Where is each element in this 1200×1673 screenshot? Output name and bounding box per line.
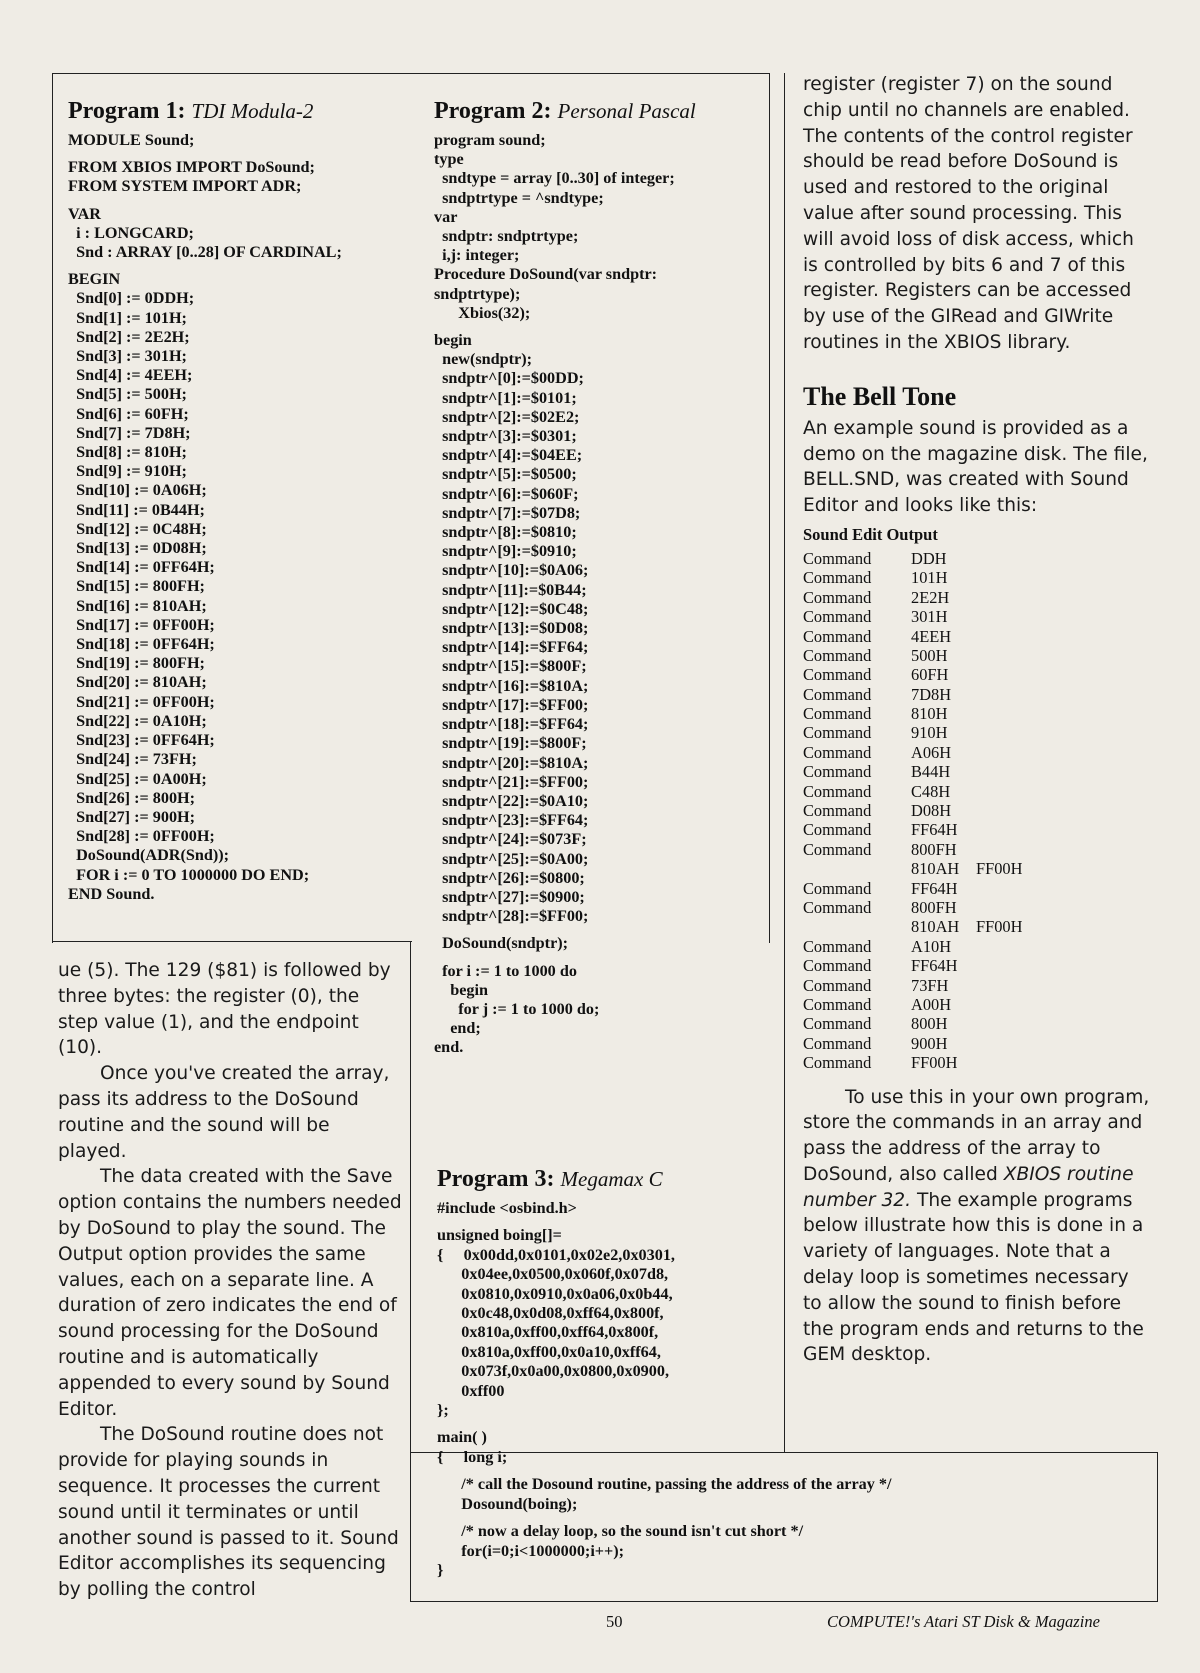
sound-edit-output-title: Sound Edit Output	[803, 524, 938, 544]
code-line: Snd[20] := 810AH;	[68, 673, 207, 692]
sound-edit-extra: FF00H	[976, 859, 1023, 879]
left-paragraph-2: Once you've created the array, pass its address to the DoSound routine and the sound will be played.	[58, 1063, 390, 1162]
code-line: 0x0810,0x0910,0x0a06,0x0b44,	[437, 1284, 673, 1303]
code-line: Snd[27] := 900H;	[68, 807, 196, 826]
closing-paragraph	[803, 1085, 1153, 1369]
program1-title	[68, 98, 398, 125]
sound-edit-row	[803, 588, 1153, 607]
sound-edit-command: Command	[803, 878, 872, 898]
sound-edit-row	[803, 1034, 1153, 1053]
code-line: Snd[25] := 0A00H;	[68, 769, 207, 788]
sound-edit-value: 301H	[911, 607, 948, 627]
sound-edit-row	[803, 956, 1153, 975]
code-line: sndptr^[7]:=$07D8;	[434, 503, 581, 522]
code-line: Snd[14] := 0FF64H;	[68, 558, 215, 577]
sound-edit-row	[803, 995, 1153, 1014]
bell-tone-heading: The Bell Tone	[803, 381, 957, 411]
code-line: sndptr^[10]:=$0A06;	[434, 561, 589, 580]
code-line: 0xff00	[437, 1381, 505, 1400]
code-line: end;	[434, 1019, 481, 1038]
left-paragraph-3: The data created with the Save option contains the numbers needed by DoSound to play the sound. The Output option provides the same values, each on a separate line. A duration of zero indicates the end of sound processing for the DoSound routine and is automatically appended to every sound by Sound Editor.	[58, 1166, 402, 1420]
code-line: /* call the Dosound routine, passing the address of the array */	[437, 1475, 892, 1494]
sound-edit-command: Command	[803, 936, 872, 956]
sound-edit-value: FF64H	[911, 956, 958, 976]
code-line: Snd[12] := 0C48H;	[68, 519, 207, 538]
code-line: for i := 1 to 1000 do	[434, 961, 577, 980]
sound-edit-command: Command	[803, 897, 872, 917]
code-line: new(sndptr);	[434, 350, 533, 369]
sound-edit-value: B44H	[911, 762, 951, 782]
code-line: Snd[9] := 910H;	[68, 462, 187, 481]
code-line: sndptr^[2]:=$02E2;	[434, 407, 580, 426]
code-line	[437, 1420, 1157, 1428]
code-line: Snd[3] := 301H;	[68, 347, 187, 366]
sound-edit-command: Command	[803, 839, 872, 859]
sound-edit-command: Command	[803, 568, 872, 588]
code-line: Snd[0] := 0DDH;	[68, 289, 195, 308]
sound-edit-row	[803, 627, 1153, 646]
code-line: sndptr^[21]:=$FF00;	[434, 772, 589, 791]
code-line: program sound;	[434, 131, 546, 149]
code-line: sndptr^[18]:=$FF64;	[434, 715, 589, 734]
program2-code	[434, 131, 774, 1058]
code-line: #include <osbind.h>	[437, 1199, 577, 1217]
code-line: VAR	[68, 204, 101, 223]
code-line: sndptr^[24]:=$073F;	[434, 830, 587, 849]
code-line: begin	[434, 980, 488, 999]
sound-edit-value: C48H	[911, 781, 951, 801]
sound-edit-value: A10H	[911, 936, 952, 956]
code-line: Snd[4] := 4EEH;	[68, 366, 193, 385]
sound-edit-value: 60FH	[911, 665, 949, 685]
code-line: sndptr^[1]:=$0101;	[434, 388, 577, 407]
sound-edit-row	[803, 685, 1153, 704]
code-line: sndptr^[27]:=$0900;	[434, 887, 585, 906]
sound-edit-value: 7D8H	[911, 684, 952, 704]
code-line: sndptr^[14]:=$FF64;	[434, 638, 589, 657]
sound-edit-row	[803, 568, 1153, 587]
code-line: main( )	[437, 1428, 487, 1447]
right-column	[803, 72, 1153, 1368]
code-line: Snd[15] := 800FH;	[68, 577, 205, 596]
program2-title-label: Program 2:	[434, 98, 552, 124]
sound-edit-row	[803, 1053, 1153, 1072]
code-line	[434, 954, 774, 962]
code-line: sndptr^[17]:=$FF00;	[434, 695, 589, 714]
code-line: Snd[24] := 73FH;	[68, 750, 197, 769]
code-line: i,j: integer;	[434, 246, 520, 265]
code-line: Snd[10] := 0A06H;	[68, 481, 207, 500]
right-intro-paragraph: register (register 7) on the sound chip until no channels are enabled. The contents of the control register should be read before DoSound is used and restored to the original value after sound processing. This will avoid loss of disk access, which is controlled by bits 6 and 7 of this register. Registers can be accessed by use of the GIRead and GIWrite routines in the XBIOS library.	[803, 74, 1134, 353]
code-line: type	[434, 150, 464, 169]
code-line: Snd[17] := 0FF00H;	[68, 615, 215, 634]
sound-edit-value: 800FH	[911, 839, 957, 859]
code-line: Snd[11] := 0B44H;	[68, 500, 205, 519]
program1-language: TDI Modula-2	[191, 99, 314, 123]
closing-text-italic: XBIOS routine number 32.	[803, 1163, 1134, 1211]
code-line: MODULE Sound;	[68, 131, 195, 149]
listing-box-bottom-edge	[52, 941, 412, 942]
page-number: 50	[606, 1612, 623, 1631]
code-line: sndptr^[9]:=$0910;	[434, 542, 577, 561]
sound-edit-command: Command	[803, 626, 872, 646]
sound-edit-value: D08H	[911, 801, 952, 821]
sound-edit-row	[803, 549, 1153, 568]
sound-edit-value: 2E2H	[911, 587, 950, 607]
code-line: begin	[434, 331, 472, 350]
sound-edit-extra: FF00H	[976, 917, 1023, 937]
code-line: Snd[1] := 101H;	[68, 308, 187, 327]
sound-edit-row	[803, 704, 1153, 723]
sound-edit-value: 910H	[911, 723, 948, 743]
code-line: Snd[8] := 810H;	[68, 443, 187, 462]
code-line: sndptr^[8]:=$0810;	[434, 523, 577, 542]
sound-edit-command: Command	[803, 975, 872, 995]
sound-edit-command: Command	[803, 587, 872, 607]
code-line: DoSound(sndptr);	[434, 934, 569, 953]
code-line: Snd[5] := 500H;	[68, 385, 187, 404]
sound-edit-row	[803, 762, 1153, 781]
code-line: { long i;	[437, 1447, 508, 1466]
code-line: 0x810a,0xff00,0xff64,0x800f,	[437, 1323, 659, 1342]
code-line: sndptr^[19]:=$800F;	[434, 734, 587, 753]
left-column-text	[58, 958, 403, 1603]
code-line: unsigned boing[]=	[437, 1226, 562, 1245]
sound-edit-row	[803, 723, 1153, 742]
code-line: sndptr^[12]:=$0C48;	[434, 599, 589, 618]
sound-edit-value: A00H	[911, 994, 952, 1014]
sound-edit-command: Command	[803, 994, 872, 1014]
code-line: BEGIN	[68, 270, 121, 289]
program3-title-label: Program 3:	[437, 1166, 555, 1192]
program2-language: Personal Pascal	[557, 99, 696, 123]
code-line: sndptr^[6]:=$060F;	[434, 484, 579, 503]
code-line: Snd[7] := 7D8H;	[68, 423, 191, 442]
sound-edit-command: Command	[803, 762, 872, 782]
code-line: Snd[23] := 0FF64H;	[68, 731, 215, 750]
sound-edit-command: Command	[803, 665, 872, 685]
sound-edit-command: Command	[803, 801, 872, 821]
code-line	[437, 1467, 1157, 1475]
code-line: sndptr^[11]:=$0B44;	[434, 580, 587, 599]
code-line: sndptr^[26]:=$0800;	[434, 868, 585, 887]
code-line: end.	[434, 1038, 464, 1057]
code-line	[68, 262, 398, 270]
sound-edit-value: 800H	[911, 1014, 948, 1034]
code-line: sndptr^[3]:=$0301;	[434, 427, 577, 446]
code-line	[434, 323, 774, 331]
sound-edit-row	[803, 1014, 1153, 1033]
code-line: sndptr^[13]:=$0D08;	[434, 619, 589, 638]
code-line: sndptr^[22]:=$0A10;	[434, 791, 589, 810]
sound-edit-row	[803, 820, 1153, 839]
code-line: { 0x00dd,0x0101,0x02e2,0x0301,	[437, 1245, 675, 1264]
sound-edit-command: Command	[803, 723, 872, 743]
sound-edit-command: Command	[803, 1033, 872, 1053]
code-line: Snd[18] := 0FF64H;	[68, 635, 215, 654]
sound-edit-row	[803, 665, 1153, 684]
code-line: FOR i := 0 TO 1000000 DO END;	[68, 865, 310, 884]
sound-edit-row	[803, 782, 1153, 801]
sound-edit-value: 4EEH	[911, 626, 952, 646]
sound-edit-value: FF64H	[911, 820, 958, 840]
bell-tone-paragraph: An example sound is provided as a demo on the magazine disk. The file, BELL.SND, was created with Sound Editor and looks like this:	[803, 417, 1148, 517]
code-line: END Sound.	[68, 884, 155, 903]
sound-edit-command: Command	[803, 956, 872, 976]
code-line: i : LONGCARD;	[68, 223, 194, 242]
sound-edit-row	[803, 801, 1153, 820]
code-line: DoSound(ADR(Snd));	[68, 846, 230, 865]
sound-edit-value: 500H	[911, 645, 948, 665]
closing-text-before: To use this in your own program, store the commands in an array and pass the address of the array to DoSound, also called	[803, 1086, 1150, 1185]
code-line: Dosound(boing);	[437, 1494, 578, 1513]
left-paragraph-4: The DoSound routine does not provide for playing sounds in sequence. It processes the current sound until it terminates or until another sound is passed to it. Sound Editor accomplishes its sequencing by polling the control	[58, 1424, 399, 1601]
code-line	[437, 1514, 1157, 1522]
sound-edit-value: 900H	[911, 1033, 948, 1053]
code-line: Procedure DoSound(var sndptr:	[434, 265, 658, 284]
sound-edit-row	[803, 743, 1153, 762]
code-line: Snd[2] := 2E2H;	[68, 327, 190, 346]
code-line: sndptr: sndptrtype;	[434, 227, 579, 246]
program1-code	[68, 131, 398, 904]
code-line: var	[434, 207, 458, 226]
code-line: sndptrtype = ^sndtype;	[434, 188, 604, 207]
program1-listing	[68, 98, 398, 904]
closing-text-after: The example programs below illustrate how this is done in a variety of languages. Note that a delay loop is sometimes necessary to allow the sound to finish before the program ends and returns to the GEM desktop.	[803, 1189, 1144, 1366]
sound-edit-command: Command	[803, 548, 872, 568]
code-line: FROM SYSTEM IMPORT ADR;	[68, 177, 302, 196]
sound-edit-value: A06H	[911, 742, 952, 762]
left-paragraph-1: ue (5). The 129 ($81) is followed by three bytes: the register (0), the step value (1), and the endpoint (10).	[58, 960, 391, 1059]
code-line: sndptr^[16]:=$810A;	[434, 676, 589, 695]
sound-edit-row	[803, 859, 1153, 878]
sound-edit-command: Command	[803, 645, 872, 665]
code-line: for(i=0;i<1000000;i++);	[437, 1541, 625, 1560]
sound-edit-row	[803, 898, 1153, 917]
code-line: Snd[19] := 800FH;	[68, 654, 205, 673]
program2-listing	[434, 98, 774, 1058]
sound-edit-value: 810H	[911, 704, 948, 724]
sound-edit-row	[803, 646, 1153, 665]
code-line: Snd[26] := 800H;	[68, 788, 196, 807]
code-line	[68, 150, 398, 158]
sound-edit-value: 800FH	[911, 897, 957, 917]
sound-edit-command: Command	[803, 684, 872, 704]
code-line: for j := 1 to 1000 do;	[434, 999, 600, 1018]
sound-edit-row	[803, 976, 1153, 995]
code-line: sndptr^[20]:=$810A;	[434, 753, 589, 772]
sound-edit-row	[803, 607, 1153, 626]
sound-edit-row	[803, 840, 1153, 859]
program2-title	[434, 98, 774, 125]
code-line	[434, 926, 774, 934]
code-line: sndptr^[28]:=$FF00;	[434, 907, 589, 926]
magazine-name: COMPUTE!'s Atari ST Disk & Magazine	[827, 1612, 1100, 1631]
code-line: 0x810a,0xff00,0x0a10,0xff64,	[437, 1342, 661, 1361]
sound-edit-command: Command	[803, 742, 872, 762]
code-line: }	[437, 1560, 444, 1579]
sound-edit-command: Command	[803, 704, 872, 724]
code-line: 0x04ee,0x0500,0x060f,0x07d8,	[437, 1265, 669, 1284]
code-line: Snd[21] := 0FF00H;	[68, 692, 215, 711]
sound-edit-value: 810AH	[911, 859, 960, 879]
sound-edit-value: FF00H	[911, 1053, 958, 1073]
code-line: Snd : ARRAY [0..28] OF CARDINAL;	[68, 243, 342, 262]
sound-edit-value: DDH	[911, 548, 947, 568]
sound-edit-command: Command	[803, 820, 872, 840]
code-line: sndptr^[25]:=$0A00;	[434, 849, 589, 868]
sound-edit-row	[803, 937, 1153, 956]
sound-edit-value: 101H	[911, 568, 948, 588]
code-line: Snd[6] := 60FH;	[68, 404, 189, 423]
code-line: sndptr^[15]:=$800F;	[434, 657, 587, 676]
program3-language: Megamax C	[560, 1167, 663, 1191]
sound-edit-value: FF64H	[911, 878, 958, 898]
program1-title-label: Program 1:	[68, 98, 186, 124]
code-line: 0x0c48,0x0d08,0xff64,0x800f,	[437, 1304, 664, 1323]
code-line: sndtype = array [0..30] of integer;	[434, 169, 675, 188]
code-line: sndptr^[0]:=$00DD;	[434, 369, 584, 388]
code-line: sndptrtype);	[434, 284, 521, 303]
sound-edit-value: 810AH	[911, 917, 960, 937]
code-line: Snd[28] := 0FF00H;	[68, 827, 215, 846]
sound-edit-row	[803, 879, 1153, 898]
sound-edit-command: Command	[803, 607, 872, 627]
sound-edit-output-table	[803, 549, 1153, 1073]
code-line: Snd[13] := 0D08H;	[68, 539, 207, 558]
code-line: };	[437, 1401, 449, 1420]
code-line: /* now a delay loop, so the sound isn't cut short */	[437, 1522, 804, 1541]
code-line: 0x073f,0x0a00,0x0800,0x0900,	[437, 1362, 670, 1381]
code-line: sndptr^[23]:=$FF64;	[434, 811, 589, 830]
code-line	[68, 197, 398, 205]
code-line: Xbios(32);	[434, 303, 531, 322]
code-line: Snd[22] := 0A10H;	[68, 711, 207, 730]
code-line: sndptr^[4]:=$04EE;	[434, 446, 583, 465]
sound-edit-command: Command	[803, 1053, 872, 1073]
code-line: Snd[16] := 810AH;	[68, 596, 207, 615]
code-line: sndptr^[5]:=$0500;	[434, 465, 577, 484]
code-line: FROM XBIOS IMPORT DoSound;	[68, 158, 315, 177]
sound-edit-command: Command	[803, 1014, 872, 1034]
sound-edit-command: Command	[803, 781, 872, 801]
sound-edit-row	[803, 917, 1153, 936]
sound-edit-value: 73FH	[911, 975, 949, 995]
